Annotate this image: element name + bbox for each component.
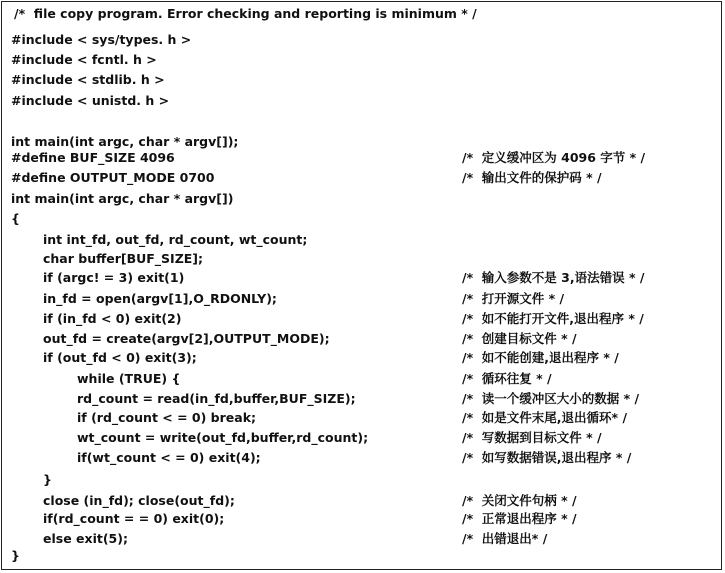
code-line	[0, 546, 725, 565]
code-text: #include < fcntl. h >	[11, 52, 157, 67]
code-comment: /* 循环往复 * /	[462, 371, 552, 386]
code-line	[0, 50, 725, 69]
code-line	[0, 428, 725, 447]
code-line	[0, 249, 725, 268]
code-comment: /* 如是文件末尾,退出循环* /	[462, 410, 628, 425]
code-comment: /* 如写数据错误,退出程序 * /	[462, 450, 632, 465]
code-line	[0, 30, 725, 49]
code-comment: /* 如不能打开文件,退出程序 * /	[462, 311, 644, 326]
code-text: int main(int argc, char * argv[]);	[11, 134, 239, 149]
code-text: if(rd_count = = 0) exit(0);	[43, 511, 225, 526]
code-text: wt_count = write(out_fd,buffer,rd_count);	[77, 430, 369, 445]
code-text: char buffer[BUF_SIZE];	[43, 251, 204, 266]
code-line	[0, 289, 725, 308]
code-line	[0, 348, 725, 367]
code-text: }	[11, 548, 20, 563]
code-text: #include < stdlib. h >	[11, 72, 165, 87]
code-text: int main(int argc, char * argv[])	[11, 191, 234, 206]
code-comment: /* 输出文件的保护码 * /	[462, 170, 602, 185]
code-comment: /* 如不能创建,退出程序 * /	[462, 350, 619, 365]
code-line	[0, 268, 725, 287]
code-line	[0, 91, 725, 110]
code-text: if(wt_count < = 0) exit(4);	[77, 450, 261, 465]
code-text: close (in_fd); close(out_fd);	[43, 493, 235, 508]
code-text: else exit(5);	[43, 531, 128, 546]
code-comment: /* 创建目标文件 * /	[462, 331, 577, 346]
code-line	[0, 408, 725, 427]
code-text: if (rd_count < = 0) break;	[77, 410, 257, 425]
code-line	[0, 148, 725, 167]
code-text: in_fd = open(argv[1],O_RDONLY);	[43, 291, 277, 306]
code-line	[0, 112, 725, 131]
code-text: rd_count = read(in_fd,buffer,BUF_SIZE);	[77, 391, 356, 406]
code-line	[0, 209, 725, 228]
code-line	[0, 70, 725, 89]
code-line	[0, 329, 725, 348]
code-text: if (in_fd < 0) exit(2)	[43, 311, 182, 326]
code-line	[0, 448, 725, 467]
code-text: }	[43, 472, 52, 487]
code-comment: /* 关闭文件句柄 * /	[462, 493, 577, 508]
code-line	[0, 470, 725, 489]
code-line	[0, 309, 725, 328]
code-line	[0, 4, 725, 23]
code-text: int int_fd, out_fd, rd_count, wt_count;	[43, 232, 308, 247]
code-comment: /* 定义缓冲区为 4096 字节 * /	[462, 150, 646, 165]
code-comment: /* 输入参数不是 3,语法错误 * /	[462, 270, 645, 285]
code-text: while (TRUE) {	[77, 371, 181, 386]
code-text: out_fd = create(argv[2],OUTPUT_MODE);	[43, 331, 330, 346]
code-text: #include < sys/types. h >	[11, 32, 192, 47]
code-line	[0, 230, 725, 249]
code-comment: /* 正常退出程序 * /	[462, 511, 577, 526]
code-line	[0, 389, 725, 408]
code-line	[0, 168, 725, 187]
code-comment: /* 读一个缓冲区大小的数据 * /	[462, 391, 640, 406]
code-comment: /* 打开源文件 * /	[462, 291, 565, 306]
code-text: #include < unistd. h >	[11, 93, 170, 108]
code-line	[0, 189, 725, 208]
code-text: /* file copy program. Error checking and reporting is minimum * /	[14, 6, 477, 21]
code-text: if (out_fd < 0) exit(3);	[43, 350, 197, 365]
code-line	[0, 491, 725, 510]
code-comment: /* 写数据到目标文件 * /	[462, 430, 602, 445]
code-line	[0, 509, 725, 528]
code-text: #define OUTPUT_MODE 0700	[11, 170, 215, 185]
code-text: {	[11, 211, 20, 226]
code-comment: /* 出错退出* /	[462, 531, 548, 546]
code-text: if (argc! = 3) exit(1)	[43, 270, 185, 285]
code-line	[0, 369, 725, 388]
code-text: #define BUF_SIZE 4096	[11, 150, 175, 165]
